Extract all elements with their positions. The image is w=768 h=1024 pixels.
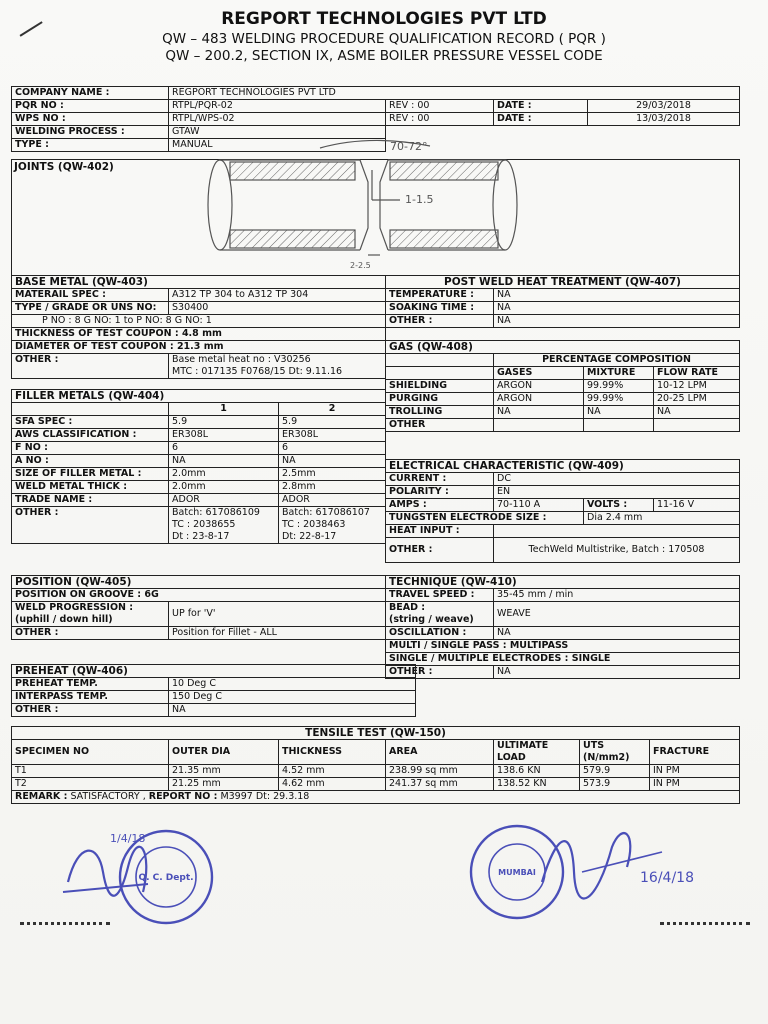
col-gases: GASES bbox=[494, 367, 584, 380]
fno-2: 6 bbox=[279, 442, 386, 455]
t2-area: 241.37 sq mm bbox=[386, 778, 494, 791]
t1-uts: 579.9 bbox=[580, 765, 650, 778]
joints-label: JOINTS (QW-402) bbox=[14, 161, 114, 173]
progression-label-2: (uphill / down hill) bbox=[15, 614, 113, 625]
weld-thick-2: 2.8mm bbox=[279, 481, 386, 494]
bead-label-1: BEAD : bbox=[389, 602, 426, 613]
shielding-label: SHIELDING bbox=[386, 380, 494, 393]
electrical-other-value: TechWeld Multistrike, Batch : 170508 bbox=[494, 538, 740, 563]
bead-value: WEAVE bbox=[494, 602, 740, 627]
gas-other-mix bbox=[584, 419, 654, 432]
filler-col-2: 2 bbox=[279, 403, 386, 416]
technique-table bbox=[385, 575, 740, 679]
pno-line: P NO : 8 G NO: 1 to P NO: 8 G NO: 1 bbox=[12, 315, 386, 328]
electrical-title: ELECTRICAL CHARACTERISTIC (QW-409) bbox=[386, 460, 740, 473]
travel-speed-label: TRAVEL SPEED : bbox=[386, 589, 494, 602]
t1-outer-dia: 21.35 mm bbox=[169, 765, 279, 778]
col-mixture: MIXTURE bbox=[584, 367, 654, 380]
shielding-gas: ARGON bbox=[494, 380, 584, 393]
filler-tc-2: TC : 2038463 bbox=[282, 519, 346, 530]
filler-other-1 bbox=[169, 507, 279, 544]
aws-2: ER308L bbox=[279, 429, 386, 442]
material-spec-label: MATERAIL SPEC : bbox=[12, 289, 169, 302]
fno-1: 6 bbox=[169, 442, 279, 455]
position-title: POSITION (QW-405) bbox=[12, 576, 386, 589]
table-row bbox=[12, 765, 740, 778]
preheat-other-label: OTHER : bbox=[12, 704, 169, 717]
t1-load: 138.6 KN bbox=[494, 765, 580, 778]
progression-value: UP for 'V' bbox=[169, 602, 386, 627]
tensile-header-outer-dia: OUTER DIA bbox=[169, 740, 279, 765]
electrical-table bbox=[385, 459, 740, 563]
oscillation-label: OSCILLATION : bbox=[386, 627, 494, 640]
technique-other-value: NA bbox=[494, 666, 740, 679]
grade-value: S30400 bbox=[169, 302, 386, 315]
wps-date-label: DATE : bbox=[494, 113, 588, 126]
gas-other-label: OTHER bbox=[386, 419, 494, 432]
t2-uts: 573.9 bbox=[580, 778, 650, 791]
thickness-line: THICKNESS OF TEST COUPON : 4.8 mm bbox=[12, 328, 386, 341]
groove-line: POSITION ON GROOVE : 6G bbox=[12, 589, 386, 602]
pqr-date: 29/03/2018 bbox=[588, 100, 740, 113]
pwht-temp-label: TEMPERATURE : bbox=[386, 289, 494, 302]
pwht-other-value: NA bbox=[494, 315, 740, 328]
inspector-stamp bbox=[462, 812, 712, 922]
pwht-table bbox=[385, 275, 740, 432]
filler-other-2 bbox=[279, 507, 386, 544]
form-title: QW – 483 WELDING PROCEDURE QUALIFICATION RECORD ( PQR ) bbox=[162, 31, 606, 47]
pwht-other-label: OTHER : bbox=[386, 315, 494, 328]
tensile-header-fracture: FRACTURE bbox=[650, 740, 740, 765]
col-flow: FLOW RATE bbox=[654, 367, 740, 380]
pwht-temp-value: NA bbox=[494, 289, 740, 302]
pipe-sketch bbox=[208, 140, 517, 255]
base-other-label: OTHER : bbox=[12, 354, 169, 379]
current-value: DC bbox=[494, 473, 740, 486]
filler-title: FILLER METALS (QW-404) bbox=[12, 390, 386, 403]
t2-load: 138.52 KN bbox=[494, 778, 580, 791]
code-reference: QW – 200.2, SECTION IX, ASME BOILER PRESSURE VESSEL CODE bbox=[165, 48, 603, 64]
fno-label: F NO : bbox=[12, 442, 169, 455]
filler-size-1: 2.0mm bbox=[169, 468, 279, 481]
grade-label: TYPE / GRADE OR UNS NO: bbox=[12, 302, 169, 315]
table-row bbox=[12, 778, 740, 791]
tensile-header-uts: UTS (N/mm2) bbox=[580, 740, 650, 765]
sfa-label: SFA SPEC : bbox=[12, 416, 169, 429]
t1-fracture: IN PM bbox=[650, 765, 740, 778]
filler-dt-1: Dt : 23-8-17 bbox=[172, 531, 230, 542]
bead-label bbox=[386, 602, 494, 627]
diameter-line: DIAMETER OF TEST COUPON : 21.3 mm bbox=[12, 341, 386, 354]
t2-fracture: IN PM bbox=[650, 778, 740, 791]
type-label: TYPE : bbox=[12, 139, 169, 152]
tensile-header-area: AREA bbox=[386, 740, 494, 765]
tensile-title: TENSILE TEST (QW-150) bbox=[12, 727, 740, 740]
position-other-value: Position for Fillet - ALL bbox=[169, 627, 386, 640]
tensile-header-thickness: THICKNESS bbox=[279, 740, 386, 765]
inspector-sign-date: 16/4/18 bbox=[640, 870, 694, 886]
base-other-value bbox=[169, 354, 386, 379]
travel-speed-value: 35-45 mm / min bbox=[494, 589, 740, 602]
tungsten-value: Dia 2.4 mm bbox=[584, 512, 740, 525]
progression-label-1: WELD PROGRESSION : bbox=[15, 602, 134, 613]
preheat-table bbox=[11, 664, 416, 717]
filler-batch-1: Batch: 617086109 bbox=[172, 507, 260, 518]
gas-title: GAS (QW-408) bbox=[386, 341, 740, 354]
filler-size-label: SIZE OF FILLER METAL : bbox=[12, 468, 169, 481]
base-heat-no: Base metal heat no : V30256 bbox=[172, 354, 311, 365]
aws-1: ER308L bbox=[169, 429, 279, 442]
t1-area: 238.99 sq mm bbox=[386, 765, 494, 778]
filler-metals-table bbox=[11, 389, 386, 544]
ano-2: NA bbox=[279, 455, 386, 468]
pct-composition-title: PERCENTAGE COMPOSITION bbox=[494, 354, 740, 367]
wps-date: 13/03/2018 bbox=[588, 113, 740, 126]
filler-batch-2: Batch: 617086107 bbox=[282, 507, 370, 518]
amps-value: 70-110 A bbox=[494, 499, 584, 512]
material-spec-value: A312 TP 304 to A312 TP 304 bbox=[169, 289, 386, 302]
aws-label: AWS CLASSIFICATION : bbox=[12, 429, 169, 442]
preheat-temp-label: PREHEAT TEMP. bbox=[12, 678, 169, 691]
purging-gas: ARGON bbox=[494, 393, 584, 406]
filler-col-1: 1 bbox=[169, 403, 279, 416]
gas-other-flow bbox=[654, 419, 740, 432]
bead-label-2: (string / weave) bbox=[389, 614, 474, 625]
polarity-value: EN bbox=[494, 486, 740, 499]
sketch-gap: 2-2.5 bbox=[350, 261, 371, 270]
soak-value: NA bbox=[494, 302, 740, 315]
pqr-rev: REV : 00 bbox=[386, 100, 494, 113]
prepared-by-line bbox=[20, 922, 110, 929]
oscillation-value: NA bbox=[494, 627, 740, 640]
filler-tc-1: TC : 2038655 bbox=[172, 519, 236, 530]
preheat-temp-value: 10 Deg C bbox=[169, 678, 416, 691]
position-table bbox=[11, 575, 386, 640]
pwht-spacer bbox=[386, 328, 740, 341]
wps-label: WPS NO : bbox=[12, 113, 169, 126]
heat-input-label: HEAT INPUT : bbox=[386, 525, 494, 538]
trolling-mix: NA bbox=[584, 406, 654, 419]
wps-row bbox=[12, 113, 740, 126]
current-label: CURRENT : bbox=[386, 473, 494, 486]
purging-mix: 99.99% bbox=[584, 393, 654, 406]
base-metal-title: BASE METAL (QW-403) bbox=[12, 276, 386, 289]
weld-thick-1: 2.0mm bbox=[169, 481, 279, 494]
process-value: GTAW bbox=[169, 126, 386, 139]
amps-label: AMPS : bbox=[386, 499, 494, 512]
weld-thick-label: WELD METAL THICK : bbox=[12, 481, 169, 494]
sketch-root-face: 1-1.5 bbox=[405, 193, 434, 206]
ano-1: NA bbox=[169, 455, 279, 468]
heat-input-value bbox=[494, 525, 740, 538]
pqr-row bbox=[12, 100, 740, 113]
gas-blank-2 bbox=[386, 367, 494, 380]
sfa-2: 5.9 bbox=[279, 416, 386, 429]
remark-value: SATISFACTORY , bbox=[70, 791, 146, 802]
filler-size-2: 2.5mm bbox=[279, 468, 386, 481]
inspector-stamp-center-text: MUMBAI bbox=[498, 868, 536, 877]
preheat-other-value: NA bbox=[169, 704, 416, 717]
report-label: REPORT NO : bbox=[148, 791, 218, 802]
process-label: WELDING PROCESS : bbox=[12, 126, 169, 139]
qc-stamp bbox=[58, 822, 228, 932]
tensile-table bbox=[11, 726, 740, 804]
shielding-flow: 10-12 LPM bbox=[654, 380, 740, 393]
pqr-value: RTPL/PQR-02 bbox=[169, 100, 386, 113]
polarity-label: POLARITY : bbox=[386, 486, 494, 499]
sfa-1: 5.9 bbox=[169, 416, 279, 429]
base-mtc: MTC : 017135 F0768/15 Dt: 9.11.16 bbox=[172, 366, 343, 377]
report-value: M3997 Dt: 29.3.18 bbox=[220, 791, 310, 802]
position-other-label: OTHER : bbox=[12, 627, 169, 640]
tungsten-label: TUNGSTEN ELECTRODE SIZE : bbox=[386, 512, 584, 525]
qc-sign-date: 1/4/18 bbox=[110, 832, 146, 845]
wps-value: RTPL/WPS-02 bbox=[169, 113, 386, 126]
purging-label: PURGING bbox=[386, 393, 494, 406]
interpass-label: INTERPASS TEMP. bbox=[12, 691, 169, 704]
filler-other-label: OTHER : bbox=[12, 507, 169, 544]
trolling-flow: NA bbox=[654, 406, 740, 419]
tensile-header-specimen: SPECIMEN NO bbox=[12, 740, 169, 765]
interpass-value: 150 Deg C bbox=[169, 691, 416, 704]
preheat-title: PREHEAT (QW-406) bbox=[12, 665, 416, 678]
volts-value: 11-16 V bbox=[654, 499, 740, 512]
approved-by-line bbox=[660, 922, 750, 929]
qc-stamp-center-text: Q. C. Dept. bbox=[138, 873, 194, 883]
trade-name-1: ADOR bbox=[169, 494, 279, 507]
gas-other-gas bbox=[494, 419, 584, 432]
electrical-other-label: OTHER : bbox=[386, 538, 494, 563]
progression-label bbox=[12, 602, 169, 627]
company-title: REGPORT TECHNOLOGIES PVT LTD bbox=[221, 9, 547, 29]
trolling-label: TROLLING bbox=[386, 406, 494, 419]
t1-specimen: T1 bbox=[12, 765, 169, 778]
volts-label: VOLTS : bbox=[584, 499, 654, 512]
remark-label: REMARK : bbox=[15, 791, 68, 802]
soak-label: SOAKING TIME : bbox=[386, 302, 494, 315]
purging-flow: 20-25 LPM bbox=[654, 393, 740, 406]
pqr-date-label: DATE : bbox=[494, 100, 588, 113]
trade-name-2: ADOR bbox=[279, 494, 386, 507]
electrodes-line: SINGLE / MULTIPLE ELECTRODES : SINGLE bbox=[386, 653, 740, 666]
company-row bbox=[12, 87, 740, 100]
pwht-title: POST WELD HEAT TREATMENT (QW-407) bbox=[386, 276, 740, 289]
wps-rev: REV : 00 bbox=[386, 113, 494, 126]
joint-sketch bbox=[200, 130, 540, 275]
t2-outer-dia: 21.25 mm bbox=[169, 778, 279, 791]
filler-blank bbox=[12, 403, 169, 416]
pqr-label: PQR NO : bbox=[12, 100, 169, 113]
company-label: COMPANY NAME : bbox=[12, 87, 169, 100]
trolling-gas: NA bbox=[494, 406, 584, 419]
remark-row bbox=[12, 791, 740, 804]
ano-label: A NO : bbox=[12, 455, 169, 468]
t2-specimen: T2 bbox=[12, 778, 169, 791]
pass-line: MULTI / SINGLE PASS : MULTIPASS bbox=[386, 640, 740, 653]
shielding-mix: 99.99% bbox=[584, 380, 654, 393]
type-value: MANUAL bbox=[169, 139, 386, 152]
t2-thickness: 4.62 mm bbox=[279, 778, 386, 791]
technique-other-label: OTHER : bbox=[386, 666, 494, 679]
trade-name-label: TRADE NAME : bbox=[12, 494, 169, 507]
sketch-angle: 70-72° bbox=[390, 140, 428, 153]
tensile-header-load: ULTIMATE LOAD bbox=[494, 740, 580, 765]
gas-blank bbox=[386, 354, 494, 367]
company-value: REGPORT TECHNOLOGIES PVT LTD bbox=[169, 87, 740, 100]
t1-thickness: 4.52 mm bbox=[279, 765, 386, 778]
base-metal-table bbox=[11, 275, 386, 379]
technique-title: TECHNIQUE (QW-410) bbox=[386, 576, 740, 589]
filler-dt-2: Dt: 22-8-17 bbox=[282, 531, 337, 542]
